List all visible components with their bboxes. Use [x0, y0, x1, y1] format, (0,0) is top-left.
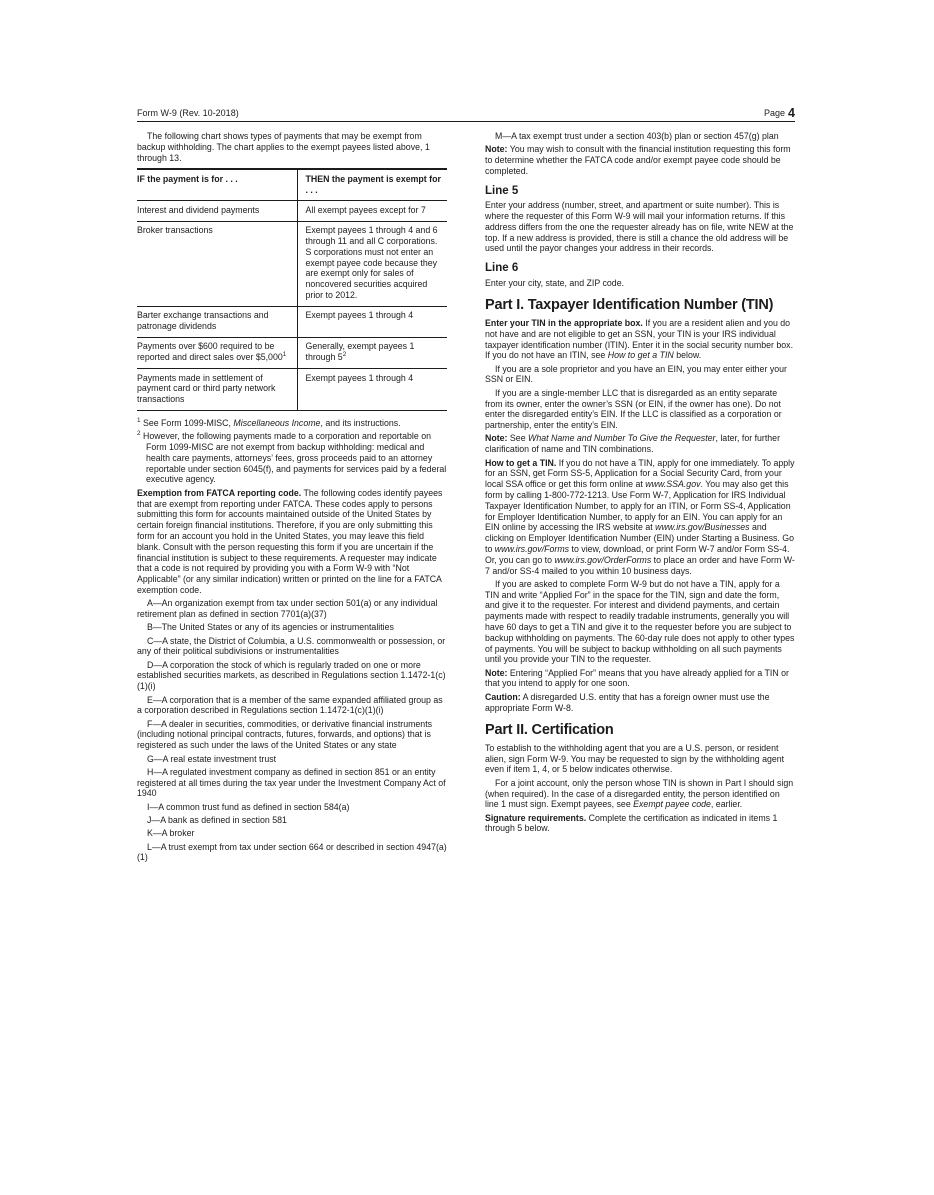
- footnote-marker: 2: [137, 430, 141, 438]
- note-text: Entering “Applied For” means that you have already applied for a TIN or that you intend to apply for one soon.: [485, 667, 789, 689]
- joint-account-paragraph: [485, 778, 795, 810]
- cell-text: Generally, exempt payees 1 through 5: [305, 341, 415, 363]
- table-row: [137, 337, 447, 368]
- fatca-code-item-h: H—A regulated investment company as defined in section 851 or an entity registered at all times during the tax year under the Investment Company Act of 1940: [137, 766, 446, 799]
- page-number: 4: [788, 106, 795, 120]
- table-cell-then: Exempt payees 1 through 4: [297, 369, 447, 411]
- signature-requirements-paragraph: [485, 813, 795, 835]
- part-1-heading: Part I. Taxpayer Identification Number (TIN): [485, 297, 774, 314]
- note-applied-for-paragraph: [485, 668, 795, 690]
- table-cell-if: Interest and dividend payments: [137, 204, 260, 215]
- cell-text: Payments over $600 required to be reported and direct sales over $5,000: [137, 341, 283, 363]
- line-6-body: Enter your city, state, and ZIP code.: [485, 277, 625, 288]
- part-2-heading: Part II. Certification: [485, 722, 614, 739]
- intro-paragraph: The following chart shows types of payments that may be exempt from backup withholding. The chart applies to the exempt payees listed above, 1 through 13.: [137, 131, 430, 163]
- fatca-code-item-j: J—A bank as defined in section 581: [147, 815, 287, 826]
- footnote-marker-2: 2: [342, 351, 347, 359]
- note-label: Note:: [485, 433, 508, 444]
- caution-label: Caution:: [485, 691, 521, 702]
- paragraph-text: . You may also get this form by calling 1-800-772-1213. Use Form W-7, Application for IRS Individual Taxpayer Identification Number, to apply for an ITIN, or Form SS-4, Application for Employer Identification Number, to apply for an EIN. You can apply for an EIN online by accessing the IRS website at: [485, 479, 791, 533]
- footnote-text: However, the following payments made to a corporation and reportable on Form 1099-MISC are not exempt from backup withholding: medical and health care payments, attorneys’ fees, gross proceeds paid to an attorney reportable under section 6045(f), and payments for services paid by a federal executive agency.: [140, 431, 447, 485]
- paragraph-text: Complete the certification as indicated in items 1 through 5 below.: [485, 812, 778, 834]
- paragraph-lead-bold: Signature requirements.: [485, 812, 587, 823]
- how-to-get-tin-paragraph: [485, 458, 795, 577]
- footnote-text: See Form 1099-MISC,: [140, 417, 234, 428]
- fatca-code-item-a: A—An organization exempt from tax under section 501(a) or any individual retirement plan as defined in section 7701(a)(37): [137, 598, 438, 619]
- applied-for-paragraph: If you are asked to complete Form W-9 but do not have a TIN, apply for a TIN and write “Applied For” in the space for the TIN, sign and date the form, and give it to the requester. For interest and dividend payments, and certain payments made with respect to readily tradable instruments, generally you will have 60 days to get a TIN and give it to the requester before you are subject to backup withholding on payments. The 60-day rule does not apply to other types of payments. You will be subject to backup withholding on all such payments until you provide your TIN to the requester.: [485, 578, 795, 665]
- url-text-irs-businesses: www.irs.gov/Businesses: [655, 522, 750, 533]
- page-word: Page: [764, 108, 786, 118]
- paragraph-text: to place an order and have Form W-7 and/or SS-4 mailed to you within 10 business days.: [485, 554, 795, 576]
- fatca-code-item-b: B—The United States or any of its agencies or instrumentalities: [147, 622, 394, 633]
- paragraph-text: below.: [673, 350, 702, 361]
- table-cell-if: [137, 337, 297, 368]
- table-cell-then: All exempt payees except for 7: [297, 201, 447, 221]
- url-text-ssa: www.SSA.gov: [645, 479, 701, 490]
- fatca-code-item-c: C—A state, the District of Columbia, a U.S. commonwealth or possession, or any of their political subdivisions or instrumentalities: [137, 635, 446, 657]
- url-text-irs-orderforms: www.irs.gov/OrderForms: [554, 554, 652, 565]
- fatca-code-item-g: G—A real estate investment trust: [147, 753, 277, 764]
- fatca-code-item-l: L—A trust exempt from tax under section 664 or described in section 4947(a)(1): [137, 841, 447, 863]
- note-text: See: [507, 433, 529, 444]
- page-header: [137, 108, 795, 122]
- single-member-llc-paragraph: If you are a single-member LLC that is disregarded as an entity separate from its owner, enter the owner’s SSN (or EIN, if the owner has one). Do not enter the disregarded entity’s EIN. If the LLC is classified as a corporation or partnership, enter the entity’s EIN.: [485, 387, 782, 431]
- url-text-irs-forms: www.irs.gov/Forms: [494, 543, 570, 554]
- fatca-code-item-m: M—A tax exempt trust under a section 403(b) plan or section 457(g) plan: [495, 131, 779, 141]
- caution-paragraph: [485, 692, 795, 714]
- footnote-text: , and its instructions.: [320, 417, 401, 428]
- footnote-1: [137, 418, 447, 429]
- line-6-heading: Line 6: [485, 262, 519, 275]
- note-text: , later, for further clarification of name and TIN combinations.: [485, 433, 781, 455]
- fatca-code-item-f: F—A dealer in securities, commodities, or derivative financial instruments (including notional principal contracts, futures, forwards, and options) that is registered as such under the laws of the United States or any state: [137, 718, 433, 751]
- sole-proprietor-paragraph: If you are a sole proprietor and you have an EIN, you may enter either your SSN or EIN.: [485, 363, 787, 385]
- table-cell-if: Barter exchange transactions and patronage dividends: [137, 306, 297, 337]
- two-column-layout: [137, 131, 795, 866]
- paragraph-text: to view, download, or print Form W-7 and/or Form SS-4. Or, you can go to: [485, 543, 790, 565]
- caution-text: A disregarded U.S. entity that has a foreign owner must use the appropriate Form W-8.: [485, 691, 770, 713]
- cross-reference-italic: How to get a TIN: [607, 350, 674, 361]
- line-5-body: Enter your address (number, street, and apartment or suite number). This is where the requester of this Form W-9 will mail your information returns. If this address differs from the one the requester already has on file, write NEW at the top. If a new address is provided, there is still a chance the old address will be used until the payor changes your address in their records.: [485, 200, 794, 254]
- table-cell-if: Payments made in settlement of payment card or third party network transactions: [137, 369, 297, 411]
- paragraph-text: If you are a resident alien and you do not have and are not eligible to get an SSN, your TIN is your IRS individual taxpayer identification number (ITIN). Enter it in the social security number box. If you do not have an ITIN, see: [485, 317, 794, 361]
- left-column: [137, 131, 447, 866]
- footnote-italic-text: Miscellaneous Income: [233, 417, 321, 428]
- fatca-code-item-i: I—A common trust fund as defined in section 584(a): [147, 801, 350, 812]
- paragraph-text: , earlier.: [710, 799, 743, 810]
- fatca-lead-bold: Exemption from FATCA reporting code.: [137, 487, 302, 498]
- note-requester-paragraph: [485, 433, 795, 455]
- table-col1-header: IF the payment is for . . .: [137, 169, 297, 201]
- paragraph-lead-bold: Enter your TIN in the appropriate box.: [485, 317, 643, 328]
- page-indicator: [764, 108, 795, 118]
- enter-tin-paragraph: [485, 318, 795, 361]
- line-5-heading: Line 5: [485, 184, 519, 197]
- table-row: [137, 201, 447, 221]
- table-row: [137, 369, 447, 411]
- right-column: [485, 131, 795, 866]
- paragraph-text: If you do not have a TIN, apply for one immediately. To apply for an SSN, get Form SS-5, Application for a Social Security Card, from your local SSA office or get this form online at: [485, 457, 795, 490]
- table-cell-then: Exempt payees 1 through 4: [297, 306, 447, 337]
- cross-reference-italic: What Name and Number To Give the Requester: [528, 433, 716, 444]
- note-label: Note:: [485, 144, 508, 155]
- table-cell-if: Broker transactions: [137, 221, 297, 306]
- table-col2-header: THEN the payment is exempt for . . .: [297, 169, 447, 201]
- fatca-code-item-k: K—A broker: [147, 828, 195, 839]
- footnote-2: [137, 431, 447, 485]
- table-header-row: [137, 169, 447, 201]
- table-row: [137, 306, 447, 337]
- table-cell-then: Exempt payees 1 through 4 and 6 through 11 and all C corporations. S corporations must not enter an exempt payee code because they are exempt only for sales of noncovered securities acquired prior to 2012.: [297, 221, 447, 306]
- paragraph-text: For a joint account, only the person whose TIN is shown in Part I should sign (when required). In the case of a disregarded entity, the person identified on line 1 must sign. Exempt payees, see: [485, 777, 794, 810]
- page-content: [137, 108, 795, 866]
- note-fatca-paragraph: [485, 144, 795, 176]
- fatca-body-text: The following codes identify payees that are exempt from reporting under FATCA. These codes apply to persons submitting this form for accounts maintained outside of the United States by certain foreign financial institutions. Therefore, if you are only submitting this form for an account you hold in the United States, you may leave this field blank. Consult with the person requesting this form if you are uncertain if the financial institution is subject to these requirements. A requester may indicate that a code is not required by providing you with a Form W-9 with “Not Applicable” (or any similar indication) written or printed on the line for a FATCA exemption code.: [137, 487, 443, 595]
- footnote-marker-1: 1: [282, 351, 287, 359]
- table-cell-then: [297, 337, 447, 368]
- paragraph-text: and clicking on Employer Identification Number (EIN) under Starting a Business. Go to: [485, 522, 795, 554]
- exempt-payments-table: [137, 168, 447, 411]
- footnote-marker: 1: [137, 417, 141, 425]
- note-label: Note:: [485, 667, 508, 678]
- fatca-code-item-d: D—A corporation the stock of which is regularly traded on one or more established securities markets, as described in Regulations section 1.1472-1(c)(1)(i): [137, 659, 446, 692]
- fatca-code-item-e: E—A corporation that is a member of the same expanded affiliated group as a corporation described in Regulations section 1.1472-1(c)(1)(i): [137, 694, 443, 716]
- note-text: You may wish to consult with the financial institution requesting this form to determine whether the FATCA code and/or exempt payee code should be completed.: [485, 144, 791, 176]
- cross-reference-italic: Exempt payee code: [633, 799, 711, 810]
- table-row: [137, 221, 447, 306]
- fatca-exemption-paragraph: [137, 488, 447, 596]
- form-revision-label: Form W-9 (Rev. 10-2018): [137, 108, 239, 118]
- paragraph-lead-bold: How to get a TIN.: [485, 457, 557, 468]
- certification-intro-paragraph: To establish to the withholding agent that you are a U.S. person, or resident alien, sign Form W-9. You may be requested to sign by the withholding agent even if item 1, 4, or 5 below indicates otherwise.: [485, 742, 785, 775]
